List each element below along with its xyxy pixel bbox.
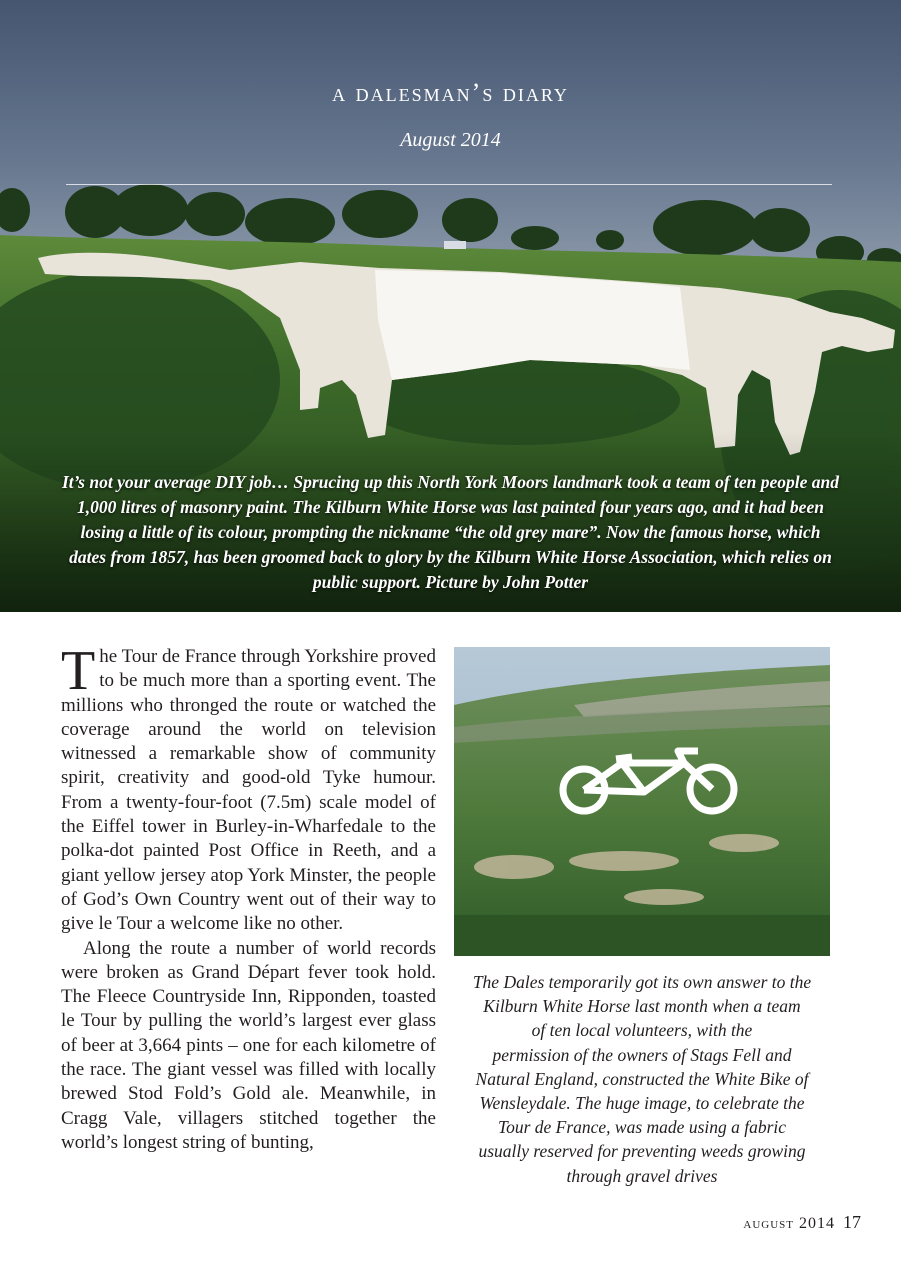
van <box>444 241 466 249</box>
side-photo-caption <box>454 970 830 1188</box>
paragraph-1-text: he Tour de France through Yorkshire proved to be much more than a sporting event. The millions who thronged the route or watched the coverage around the world on television witnessed a remarkable show of community spirit, creativity and good-old Tyke humour. From a twenty-four-foot (7.5m) scale model of the Eiffel tower in Burley-in-Wharfedale to the polka-dot painted Post Office in Reeth, and a giant yellow jersey atop York Minster, the people of God’s Own Country went out of their way to give le Tour a welcome like no other. <box>61 646 436 935</box>
article-paragraph-1 <box>61 640 436 937</box>
drop-cap: T <box>61 640 96 702</box>
issue-date: August 2014 <box>400 129 501 151</box>
folio-month: august 2014 <box>743 1215 835 1232</box>
article-paragraph-2: Along the route a number of world records were broken as Grand Départ fever took hold. The Fleece Countryside Inn, Ripponden, toasted le Tour by pulling the world’s largest ever glass of beer at 3,664 pints – one for each kilometre of the race. The giant vessel was filled with locally brewed Stod Fold’s Gold ale. Meanwhile, in Cragg Vale, villagers stitched together the world’s longest string of bunting, <box>61 937 436 1153</box>
caption-line: Natural England, constructed the White Bike of <box>475 1068 809 1089</box>
hero-caption: It’s not your average DIY job… Sprucing up this North York Moors landmark took a team of ten people and 1,000 litres of masonry paint. The Kilburn White Horse was last painted four years ago, and it had been losing a little of its colour, prompting the nickname “the old grey mare”. Now the famous horse, which dates from 1857, has been groomed back to glory by the Kilburn White Horse Association, which relies on public support. Picture by John Potter <box>61 472 840 592</box>
caption-line: of ten local volunteers, with the <box>531 1020 753 1041</box>
page-folio <box>743 1212 861 1233</box>
hero-photo <box>0 0 901 612</box>
caption-line: permission of the owners of Stags Fell and <box>492 1044 792 1065</box>
caption-line: Tour de France, was made using a fabric <box>497 1117 787 1138</box>
caption-line: The Dales temporarily got its own answer to the <box>472 972 812 992</box>
side-photo <box>454 647 830 956</box>
series-title: a dalesman’s diary <box>332 78 569 107</box>
caption-line: Wensleydale. The huge image, to celebrate the <box>479 1093 805 1114</box>
caption-line: Kilburn White Horse last month when a team <box>483 996 801 1017</box>
white-bike-hillside-illustration <box>454 647 830 956</box>
bottom-grass <box>454 915 830 956</box>
page-number: 17 <box>843 1212 861 1232</box>
caption-line: through gravel drives <box>566 1165 718 1186</box>
article-column <box>61 640 436 1155</box>
title-rule <box>66 184 832 185</box>
caption-line: usually reserved for preventing weeds growing <box>478 1141 806 1162</box>
